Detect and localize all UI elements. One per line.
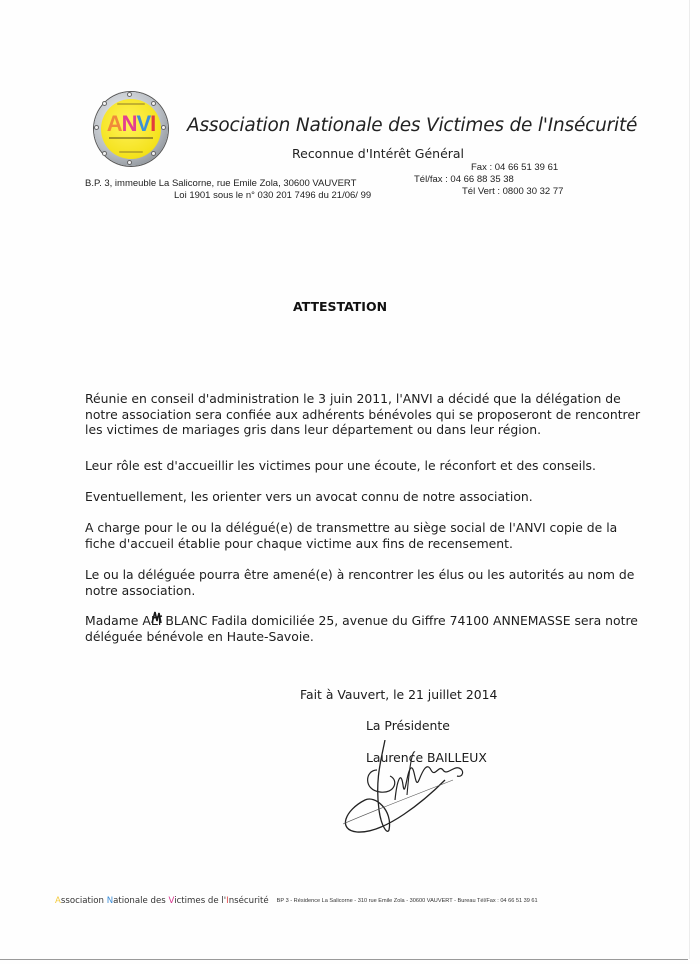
paragraph-transmission (85, 520, 645, 551)
footer-initial: N (106, 896, 114, 906)
recognition-status: Reconnue d'Intérêt Général (292, 146, 465, 161)
scan-edge (689, 0, 690, 959)
logo-rivet (152, 152, 155, 155)
delegate-prefix: Madame (85, 613, 143, 628)
handwritten-signature (335, 740, 485, 840)
footer-word: ationale des (113, 896, 169, 906)
logo-badge (101, 99, 161, 159)
logo-rivet (95, 126, 98, 129)
registration-number: Loi 1901 sous le n° 030 201 7496 du 21/06/ 99 (174, 190, 372, 201)
logo-rivet (128, 161, 131, 164)
document-title (0, 299, 700, 314)
footer-initial: A (55, 896, 61, 906)
document-title-text: ATTESTATION (292, 299, 388, 314)
logo-ring-text-top (117, 103, 145, 105)
organization-name: Association Nationale des Victimes de l'Insécurité (187, 115, 638, 136)
footer (55, 888, 538, 907)
handwritten-correction-mark (151, 611, 163, 625)
scan-bottom-edge (0, 959, 688, 960)
logo-rivet (128, 93, 131, 96)
tel-vert-number: Tél Vert : 0800 30 32 77 (462, 186, 564, 197)
delegate-name-corrected (142, 613, 161, 628)
fax-number: Fax : 04 66 51 39 61 (471, 162, 559, 173)
footer-initial: I (226, 896, 229, 906)
paragraph-text: Eventuellement, les orienter vers un avocat connu de notre association. (85, 489, 533, 504)
signer-role: La Présidente (366, 718, 450, 733)
footer-word: ssociation (60, 896, 107, 906)
paragraph-text: Le ou la déléguée pourra être amené(e) à rencontrer les élus ou les autorités au nom de notre association. (85, 567, 635, 598)
footer-initial: V (168, 896, 175, 906)
logo-rivet (152, 102, 155, 105)
delegate-text (85, 613, 645, 644)
footer-address: BP 3 - Résidence La Salicorne - 310 rue Emile Zola - 30600 VAUVERT - Bureau Tél/Fax : 04 66 51 39 61 (276, 898, 538, 904)
paragraph-decision (85, 391, 645, 438)
anvi-logo (94, 92, 168, 166)
footer-word: ictimes de l' (174, 896, 227, 906)
signer-name: Laurence BAILLEUX (366, 750, 487, 765)
paragraph-text: Réunie en conseil d'administration le 3 juin 2011, l'ANVI a décidé que la délégation de notre association sera confiée aux adhérents bénévoles qui se proposeront de rencontrer les victimes de mariages gris dans leur département ou dans leur région. (85, 391, 641, 438)
postal-address: B.P. 3, immeuble La Salicorne, rue Emile Zola, 30600 VAUVERT (85, 178, 357, 189)
delegate-name-overwritten: ALI (142, 613, 162, 628)
logo-wordmark: ANVI (106, 111, 156, 136)
delegate-details: BLANC Fadila domiciliée 25, avenue du Giffre 74100 ANNEMASSE sera notre déléguée bénévole en Haute-Savoie. (85, 613, 638, 644)
logo-ring-text-bottom (119, 151, 143, 153)
paragraph-lawyer (85, 489, 645, 505)
logo-rivet (103, 102, 106, 105)
logo-subtitle-line (109, 137, 153, 139)
tel-fax-number: Tél/fax : 04 66 88 35 38 (414, 174, 514, 185)
paragraph-role (85, 458, 645, 474)
footer-organization-name (55, 896, 269, 906)
logo-rivet (162, 126, 165, 129)
logo-rivet (103, 152, 106, 155)
place-and-date: Fait à Vauvert, le 21 juillet 2014 (300, 687, 498, 702)
paragraph-text: A charge pour le ou la délégué(e) de transmettre au siège social de l'ANVI copie de la fiche d'accueil établie pour chaque victime aux fins de recensement. (85, 520, 618, 551)
footer-word: nsécurité (228, 896, 269, 906)
paragraph-representation (85, 567, 645, 598)
paragraph-text: Leur rôle est d'accueillir les victimes pour une écoute, le réconfort et des conseils. (85, 458, 596, 473)
paragraph-delegate (85, 613, 645, 644)
